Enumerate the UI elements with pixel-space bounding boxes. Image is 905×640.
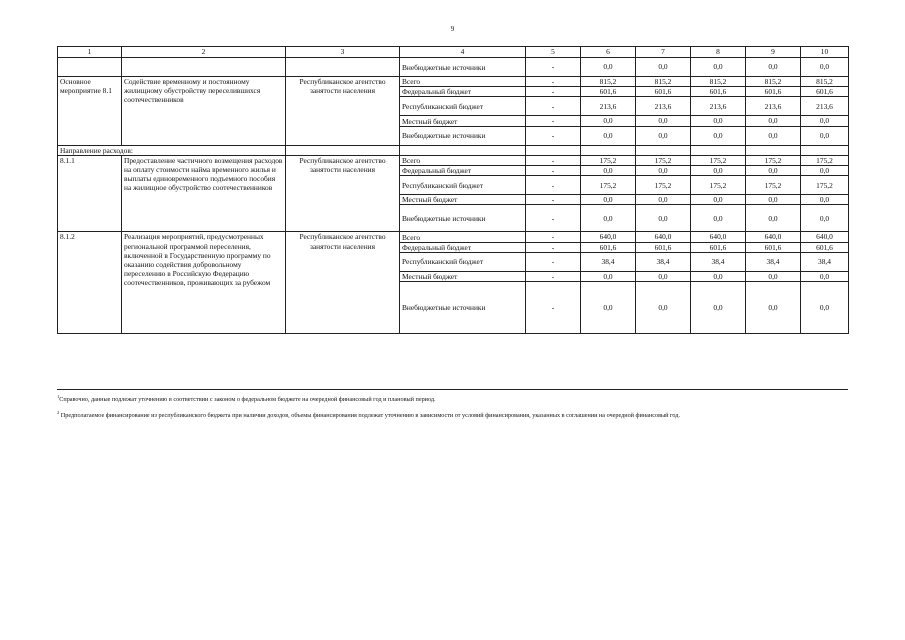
value-cell: 0,0 (691, 205, 746, 232)
value-cell: 0,0 (801, 116, 849, 126)
direction-label: Направление расходов: (58, 145, 286, 155)
value-cell: 0,0 (581, 58, 636, 77)
value-cell: 601,6 (801, 242, 849, 252)
value-cell: 0,0 (691, 271, 746, 281)
value-cell: 601,6 (691, 242, 746, 252)
value-cell: 0,0 (691, 58, 746, 77)
footnote-2-mark: 2 (57, 410, 60, 415)
column-header: 7 (636, 47, 691, 58)
measure-name: Реализация мероприятий, предусмотренных региональной программой переселения, включенной в Государственную программу по оказанию содействия добровольному переселению в Российскую Федерацию соотечественников, проживающих за рубежом (122, 232, 286, 334)
column-header: 6 (581, 47, 636, 58)
col5-cell: - (526, 58, 581, 77)
value-cell: 0,0 (691, 166, 746, 176)
col5-cell: - (526, 116, 581, 126)
value-cell: 0,0 (801, 271, 849, 281)
source-cell: Внебюджетные источники (400, 205, 526, 232)
source-cell: Всего (400, 155, 526, 165)
col5-cell: - (526, 205, 581, 232)
value-cell: 213,6 (691, 97, 746, 116)
column-header: 2 (122, 47, 286, 58)
value-cell: 815,2 (581, 77, 636, 87)
value-cell: 640,0 (636, 232, 691, 242)
table-cell (286, 58, 400, 77)
measure-code: 8.1.2 (58, 232, 122, 334)
value-cell: 0,0 (636, 126, 691, 145)
col5-cell: - (526, 271, 581, 281)
value-cell: 175,2 (636, 176, 691, 195)
value-cell: 601,6 (746, 87, 801, 97)
value-cell: 38,4 (801, 252, 849, 271)
table-cell (122, 58, 286, 77)
table-cell (801, 145, 849, 155)
value-cell: 0,0 (636, 205, 691, 232)
value-cell: 0,0 (801, 166, 849, 176)
table-cell (636, 145, 691, 155)
measure-name: Содействие временному и постоянному жилищному обустройству переселившихся соотечественников (122, 77, 286, 146)
value-cell: 0,0 (801, 58, 849, 77)
value-cell: 640,0 (691, 232, 746, 242)
table-cell (581, 145, 636, 155)
value-cell: 175,2 (581, 155, 636, 165)
footnote-1-text: Справочно, данные подлежат уточнению в соответствии с законом о федеральном бюджете на очередной финансовый год и плановый период. (59, 396, 436, 404)
value-cell: 0,0 (746, 205, 801, 232)
footnote-1 (57, 393, 817, 405)
col5-cell: - (526, 242, 581, 252)
source-cell: Республиканский бюджет (400, 176, 526, 195)
value-cell: 0,0 (636, 58, 691, 77)
value-cell: 815,2 (801, 77, 849, 87)
footnote-1-mark: 1 (57, 394, 60, 399)
value-cell: 38,4 (746, 252, 801, 271)
value-cell: 0,0 (636, 195, 691, 205)
table-cell (58, 58, 122, 77)
source-cell: Федеральный бюджет (400, 87, 526, 97)
col5-cell: - (526, 176, 581, 195)
value-cell: 601,6 (581, 87, 636, 97)
column-header: 9 (746, 47, 801, 58)
value-cell: 213,6 (801, 97, 849, 116)
table-row (58, 155, 849, 165)
value-cell: 815,2 (691, 77, 746, 87)
col5-cell: - (526, 87, 581, 97)
value-cell: 601,6 (746, 242, 801, 252)
value-cell: 0,0 (746, 271, 801, 281)
value-cell: 601,6 (636, 242, 691, 252)
value-cell: 213,6 (636, 97, 691, 116)
column-header: 4 (400, 47, 526, 58)
table-row (58, 232, 849, 242)
value-cell: 0,0 (746, 116, 801, 126)
value-cell: 0,0 (581, 271, 636, 281)
value-cell: 0,0 (581, 195, 636, 205)
value-cell: 0,0 (746, 126, 801, 145)
table-row (58, 58, 849, 77)
col5-cell: - (526, 97, 581, 116)
page-number: 9 (450, 25, 455, 33)
value-cell: 0,0 (801, 195, 849, 205)
column-header: 10 (801, 47, 849, 58)
header-row (58, 47, 849, 58)
value-cell: 0,0 (801, 205, 849, 232)
source-cell: Внебюджетные источники (400, 282, 526, 334)
col5-cell: - (526, 166, 581, 176)
value-cell: 0,0 (691, 116, 746, 126)
col5-cell: - (526, 195, 581, 205)
value-cell: 175,2 (636, 155, 691, 165)
col5-cell: - (526, 77, 581, 87)
value-cell: 640,0 (581, 232, 636, 242)
measure-code: 8.1.1 (58, 155, 122, 232)
source-cell: Местный бюджет (400, 116, 526, 126)
value-cell: 0,0 (691, 282, 746, 334)
col5-cell: - (526, 252, 581, 271)
value-cell: 0,0 (636, 282, 691, 334)
measure-executor: Республиканское агентство занятости населения (286, 155, 400, 232)
value-cell: 175,2 (691, 155, 746, 165)
source-cell: Внебюджетные источники (400, 58, 526, 77)
value-cell: 0,0 (581, 205, 636, 232)
table-cell (691, 145, 746, 155)
value-cell: 601,6 (636, 87, 691, 97)
column-header: 5 (526, 47, 581, 58)
value-cell: 815,2 (746, 77, 801, 87)
source-cell: Республиканский бюджет (400, 97, 526, 116)
column-header: 1 (58, 47, 122, 58)
source-cell: Местный бюджет (400, 195, 526, 205)
source-cell: Внебюджетные источники (400, 126, 526, 145)
value-cell: 0,0 (581, 116, 636, 126)
value-cell: 0,0 (581, 282, 636, 334)
source-cell: Федеральный бюджет (400, 166, 526, 176)
direction-row (58, 145, 849, 155)
source-cell: Местный бюджет (400, 271, 526, 281)
col5-cell: - (526, 126, 581, 145)
value-cell: 0,0 (801, 126, 849, 145)
value-cell: 175,2 (746, 155, 801, 165)
table-row (58, 77, 849, 87)
col5-cell: - (526, 155, 581, 165)
measure-name: Предоставление частичного возмещения расходов на оплату стоимости найма временного жилья и выплаты единовременного подъемного пособия на жилищное обустройство соотечественников (122, 155, 286, 232)
budget-table (57, 46, 849, 334)
value-cell: 0,0 (691, 126, 746, 145)
table-cell (746, 145, 801, 155)
column-header: 8 (691, 47, 746, 58)
value-cell: 175,2 (801, 155, 849, 165)
value-cell: 0,0 (636, 271, 691, 281)
table-cell (400, 145, 526, 155)
value-cell: 0,0 (691, 195, 746, 205)
value-cell: 601,6 (581, 242, 636, 252)
value-cell: 601,6 (801, 87, 849, 97)
value-cell: 175,2 (801, 176, 849, 195)
col5-cell: - (526, 282, 581, 334)
footnote-2 (57, 409, 817, 421)
source-cell: Федеральный бюджет (400, 242, 526, 252)
value-cell: 0,0 (746, 166, 801, 176)
measure-executor: Республиканское агентство занятости населения (286, 232, 400, 334)
value-cell: 640,0 (746, 232, 801, 242)
table-cell (286, 145, 400, 155)
column-header: 3 (286, 47, 400, 58)
value-cell: 815,2 (636, 77, 691, 87)
value-cell: 38,4 (636, 252, 691, 271)
value-cell: 640,0 (801, 232, 849, 242)
source-cell: Республиканский бюджет (400, 252, 526, 271)
value-cell: 0,0 (636, 116, 691, 126)
value-cell: 0,0 (581, 166, 636, 176)
value-cell: 0,0 (581, 126, 636, 145)
value-cell: 0,0 (746, 282, 801, 334)
value-cell: 38,4 (691, 252, 746, 271)
measure-executor: Республиканское агентство занятости населения (286, 77, 400, 146)
footnote-2-text: Предполагаемое финансирование из республиканского бюджета при наличии доходов, объемы финансирования подлежат уточнению в зависимости от условий финансирования, указанных в соглашении на очередной финансовый год. (60, 412, 680, 420)
value-cell: 0,0 (801, 282, 849, 334)
measure-code: Основное мероприятие 8.1 (58, 77, 122, 146)
value-cell: 0,0 (636, 166, 691, 176)
table-cell (526, 145, 581, 155)
value-cell: 0,0 (746, 58, 801, 77)
value-cell: 175,2 (691, 176, 746, 195)
col5-cell: - (526, 232, 581, 242)
source-cell: Всего (400, 77, 526, 87)
source-cell: Всего (400, 232, 526, 242)
footnote-separator (57, 389, 848, 390)
value-cell: 175,2 (746, 176, 801, 195)
value-cell: 175,2 (581, 176, 636, 195)
value-cell: 0,0 (746, 195, 801, 205)
value-cell: 38,4 (581, 252, 636, 271)
value-cell: 213,6 (746, 97, 801, 116)
value-cell: 601,6 (691, 87, 746, 97)
value-cell: 213,6 (581, 97, 636, 116)
